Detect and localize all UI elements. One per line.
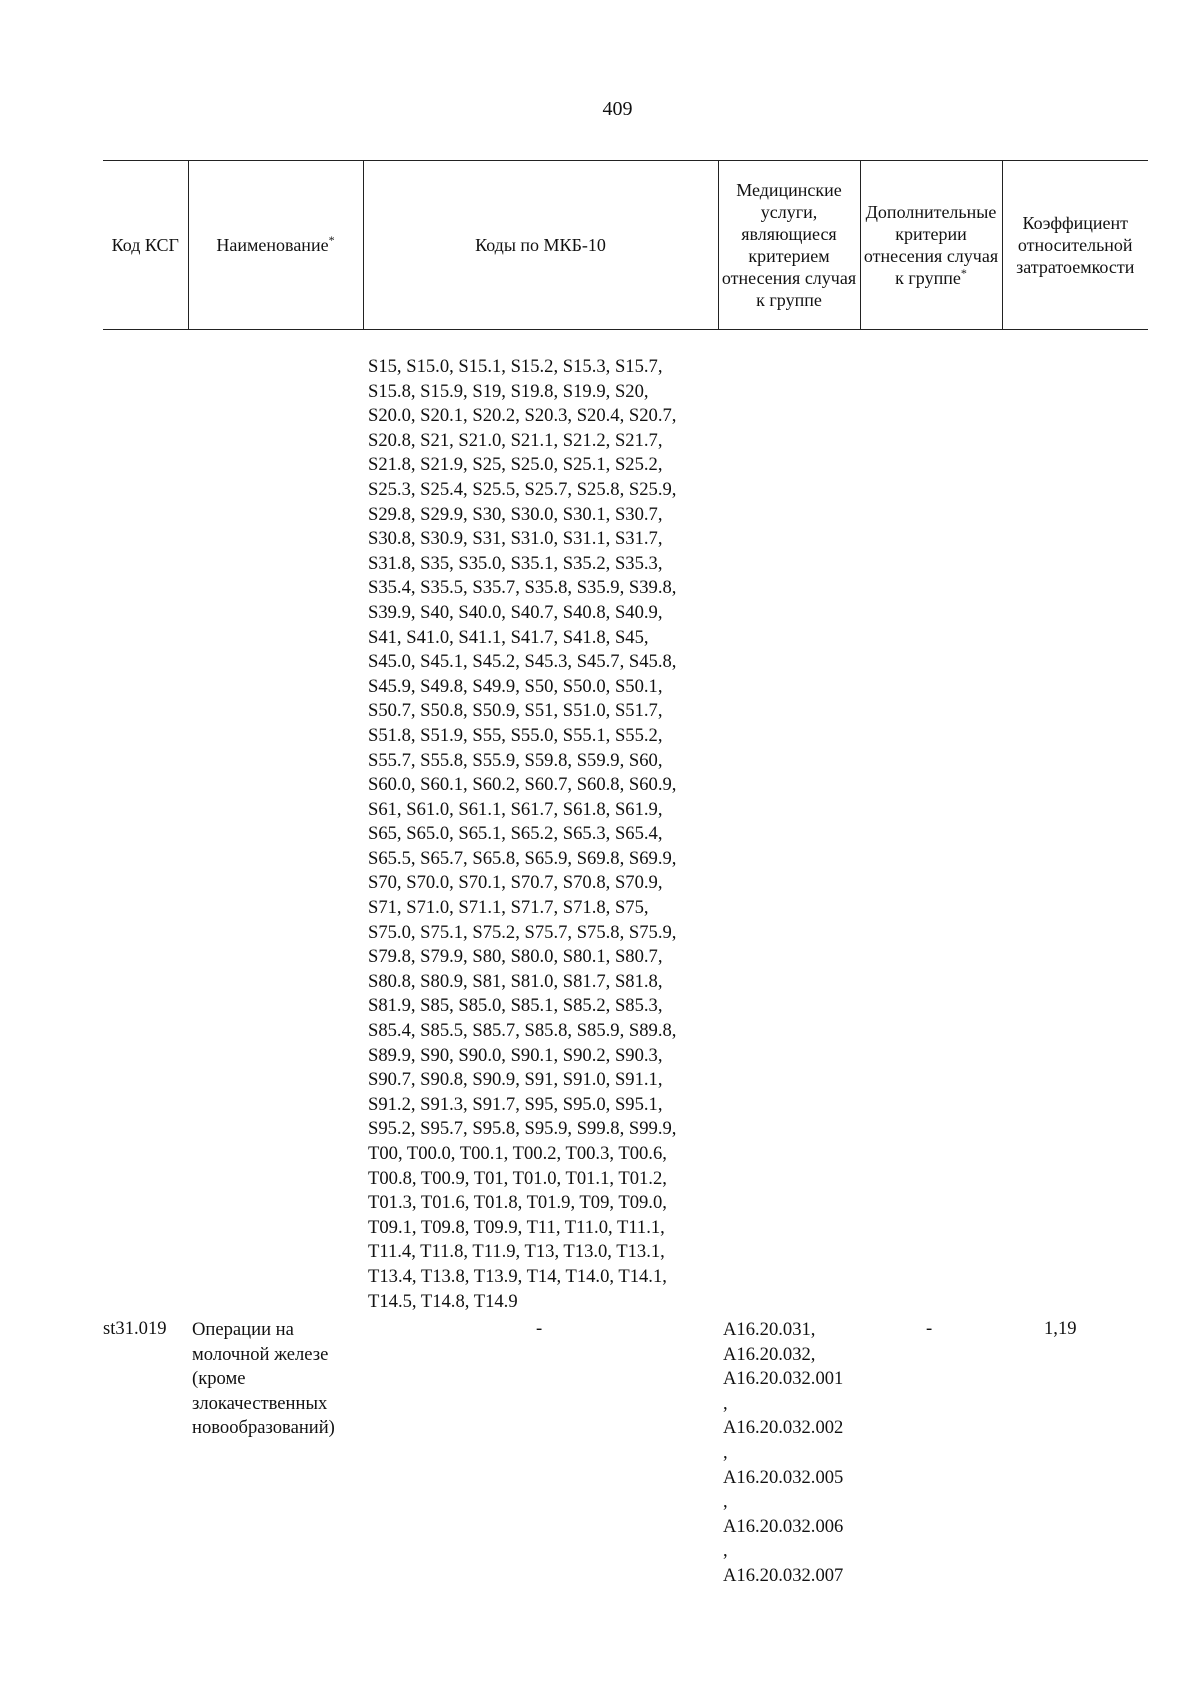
header-name: Наименование*: [188, 161, 363, 330]
header-mkb: Коды по МКБ-10: [363, 161, 718, 330]
service-item: ,: [723, 1441, 728, 1463]
ksg-services: [723, 1318, 873, 1589]
header-extra: Дополнительные критерии отнесения случая к группе*: [860, 161, 1002, 330]
ksg-coefficient: 1,19: [1044, 1318, 1077, 1339]
service-item: ,: [723, 1540, 728, 1562]
header-coef: Коэффициент относительной затратоемкости: [1002, 161, 1148, 330]
page-number: 409: [602, 98, 633, 120]
table-header: [103, 160, 1148, 330]
ksg-extra-criteria: -: [926, 1318, 933, 1339]
header-services: Медицинские услуги, являющиеся критерием отнесения случая к группе: [718, 161, 860, 330]
service-item: A16.20.031,: [723, 1319, 816, 1340]
service-item: ,: [723, 1491, 728, 1513]
mkb-codes-continued: S15, S15.0, S15.1, S15.2, S15.3, S15.7, S15.8, S15.9, S19, S19.8, S19.9, S20, S20.0, S20.1, S20.2, S20.3, S20.4, S20.7, S20.8, S21, S21.0, S21.1, S21.2, S21.7, S21.8, S21.9, S25, S25.0, S25.1, S25.2, S25.3, S25.4, S25.5, S25.7, S25.8, S25.9, S29.8, S29.9, S30, S30.0, S30.1, S30.7, S30.8, S30.9, S31, S31.0, S31.1, S31.7, S31.8, S35, S35.0, S35.1, S35.2, S35.3, S35.4, S35.5, S35.7, S35.8, S35.9, S39.8, S39.9, S40, S40.0, S40.7, S40.8, S40.9, S41, S41.0, S41.1, S41.7, S41.8, S45, S45.0, S45.1, S45.2, S45.3, S45.7, S45.8, S45.9, S49.8, S49.9, S50, S50.0, S50.1, S50.7, S50.8, S50.9, S51, S51.0, S51.7, S51.8, S51.9, S55, S55.0, S55.1, S55.2, S55.7, S55.8, S55.9, S59.8, S59.9, S60, S60.0, S60.1, S60.2, S60.7, S60.8, S60.9, S61, S61.0, S61.1, S61.7, S61.8, S61.9, S65, S65.0, S65.1, S65.2, S65.3, S65.4, S65.5, S65.7, S65.8, S65.9, S69.8, S69.9, S70, S70.0, S70.1, S70.7, S70.8, S70.9, S71, S71.0, S71.1, S71.7, S71.8, S75, S75.0, S75.1, S75.2, S75.7, S75.8, S75.9, S79.8, S79.9, S80, S80.0, S80.1, S80.7, S80.8, S80.9, S81, S81.0, S81.7, S81.8, S81.9, S85, S85.0, S85.1, S85.2, S85.3, S85.4, S85.5, S85.7, S85.8, S85.9, S89.8, S89.9, S90, S90.0, S90.1, S90.2, S90.3, S90.7, S90.8, S90.9, S91, S91.0, S91.1, S91.2, S91.3, S91.7, S95, S95.0, S95.1, S95.2, S95.7, S95.8, S95.9, S99.8, S99.9, T00, T00.0, T00.1, T00.2, T00.3, T00.6, T00.8, T00.9, T01, T01.0, T01.1, T01.2, T01.3, T01.6, T01.8, T01.9, T09, T09.0, T09.1, T09.8, T09.9, T11, T11.0, T11.1, T11.4, T11.8, T11.9, T13, T13.0, T13.1, T13.4, T13.8, T13.9, T14, T14.0, T14.1, T14.5, T14.8, T14.9: [368, 356, 677, 1312]
ksg-mkb-codes: -: [536, 1318, 543, 1339]
service-item: A16.20.032.002: [723, 1417, 844, 1439]
ksg-code: st31.019: [103, 1318, 167, 1339]
service-item: A16.20.032.006: [723, 1515, 844, 1537]
service-item: A16.20.032.001: [723, 1368, 844, 1390]
service-item: ,: [723, 1392, 728, 1414]
service-item: A16.20.032.005: [723, 1466, 844, 1488]
header-code: Код КСГ: [103, 161, 188, 330]
service-item: A16.20.032,: [723, 1343, 816, 1365]
service-item: A16.20.032.007: [723, 1564, 844, 1586]
ksg-name: Операции на молочной железе (кроме злокачественных новообразований): [192, 1319, 335, 1439]
